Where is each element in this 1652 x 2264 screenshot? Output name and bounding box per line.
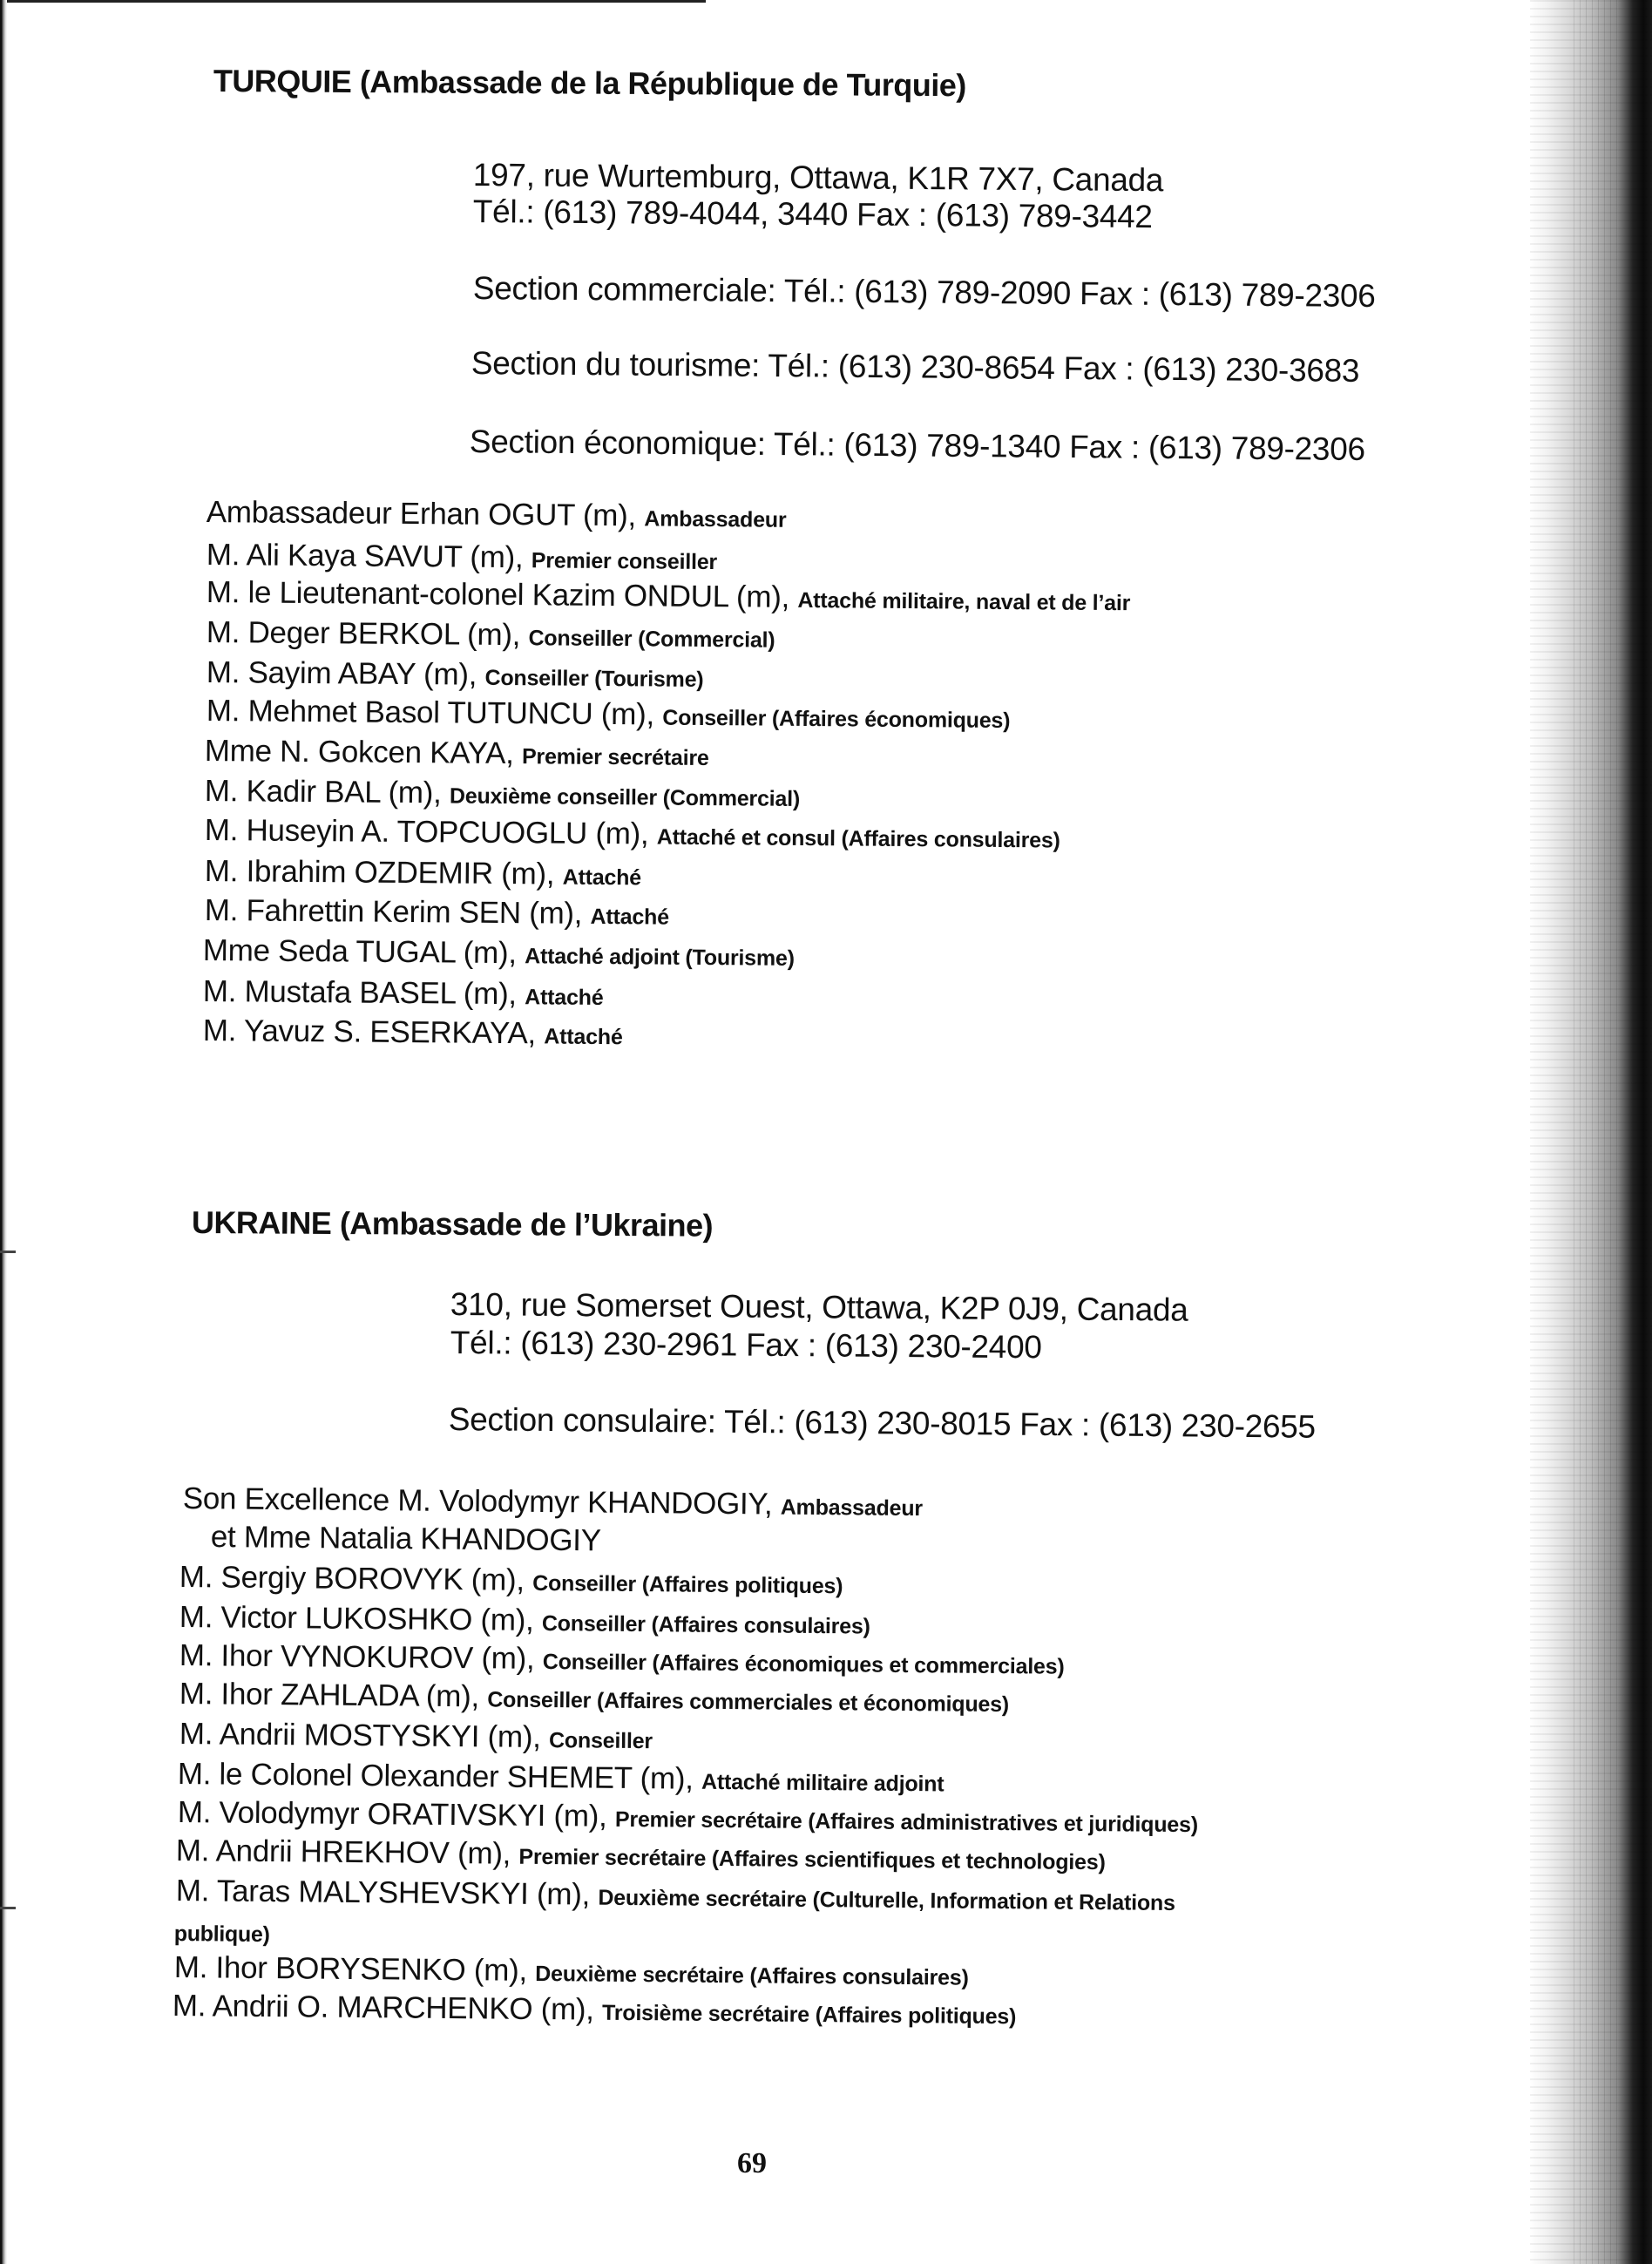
ukraine-staff-entry bbox=[176, 1835, 1106, 1874]
staff-role: Attaché bbox=[544, 1024, 623, 1050]
staff-name: M. Ihor BORYSENKO (m), bbox=[173, 1950, 528, 1988]
turquie-staff-entry bbox=[206, 617, 775, 653]
staff-role: Attaché militaire, naval et de l’air bbox=[797, 587, 1131, 616]
staff-name: M. Ihor VYNOKUROV (m), bbox=[179, 1638, 535, 1676]
staff-role: Attaché bbox=[562, 864, 642, 891]
staff-role: Premier secrétaire bbox=[521, 744, 709, 771]
staff-name: M. Taras MALYSHEVSKYI (m), bbox=[175, 1874, 591, 1912]
ukraine-staff-entry bbox=[173, 1990, 1017, 2029]
staff-role: Ambassadeur bbox=[644, 506, 787, 532]
turquie-staff-entry bbox=[203, 976, 604, 1010]
ukraine-staff-entry bbox=[179, 1602, 870, 1639]
turquie-tel: Tél.: (613) 789-4044, 3440 Fax : (613) 789-3442 bbox=[472, 193, 1153, 235]
staff-role: Attaché bbox=[590, 904, 670, 930]
turquie-section-economique: Section économique: Tél.: (613) 789-1340 Fax : (613) 789-2306 bbox=[469, 424, 1365, 467]
ukraine-staff-entry bbox=[178, 1797, 1198, 1837]
staff-role: Deuxième conseiller (Commercial) bbox=[449, 783, 801, 811]
staff-name: M. Andrii O. MARCHENKO (m), bbox=[172, 1989, 594, 2027]
staff-name: M. Yavuz S. ESERKAYA, bbox=[202, 1013, 537, 1051]
staff-name: M. Sayim ABAY (m), bbox=[206, 655, 477, 692]
staff-role: Attaché militaire adjoint bbox=[701, 1769, 944, 1797]
staff-name: M. Mustafa BASEL (m), bbox=[202, 974, 518, 1012]
scan-top-rule bbox=[0, 0, 706, 3]
scan-left-tick bbox=[0, 1907, 16, 1909]
ukraine-staff-entry bbox=[178, 1759, 944, 1796]
staff-name: M. Andrii HREKHOV (m), bbox=[175, 1834, 511, 1871]
staff-name: Mme N. Gokcen KAYA, bbox=[204, 734, 514, 771]
staff-role: Premier conseiller bbox=[531, 548, 718, 575]
staff-name: Mme Seda TUGAL (m), bbox=[202, 933, 517, 971]
ukraine-staff-entry bbox=[179, 1678, 1010, 1717]
turquie-staff-entry bbox=[205, 815, 1060, 853]
ukraine-staff-entry bbox=[183, 1483, 923, 1521]
staff-role: publique) bbox=[173, 1921, 270, 1948]
staff-role: Deuxième secrétaire (Affaires consulaires) bbox=[535, 1961, 969, 1990]
staff-role: Deuxième secrétaire (Culturelle, Information et Relations bbox=[598, 1885, 1175, 1916]
staff-role: Premier secrétaire (Affaires scientifiques et technologies) bbox=[518, 1844, 1106, 1875]
staff-name: M. le Lieutenant-colonel Kazim ONDUL (m), bbox=[206, 575, 790, 614]
scan-left-tick bbox=[0, 1251, 16, 1253]
ukraine-tel: Tél.: (613) 230-2961 Fax : (613) 230-2400 bbox=[450, 1325, 1042, 1366]
staff-name: M. Huseyin A. TOPCUOGLU (m), bbox=[204, 813, 649, 851]
ukraine-section-consulaire: Section consulaire: Tél.: (613) 230-8015 Fax : (613) 230-2655 bbox=[448, 1401, 1316, 1445]
ukraine-staff-entry bbox=[179, 1562, 843, 1598]
ukraine-staff-entry bbox=[211, 1522, 601, 1556]
turquie-staff-entry bbox=[205, 895, 669, 930]
staff-name: M. Victor LUKOSHKO (m), bbox=[179, 1600, 534, 1637]
staff-role: Conseiller (Affaires économiques) bbox=[662, 705, 1011, 734]
staff-role: Conseiller (Affaires politiques) bbox=[532, 1570, 843, 1599]
staff-role: Conseiller (Affaires commerciales et économiques) bbox=[487, 1687, 1010, 1718]
scan-left-edge bbox=[0, 0, 7, 2264]
ukraine-staff-entry-continued bbox=[174, 1915, 270, 1947]
staff-name: et Mme Natalia KHANDOGIY bbox=[210, 1520, 601, 1558]
turquie-section-tourisme: Section du tourisme: Tél.: (613) 230-8654 Fax : (613) 230-3683 bbox=[471, 345, 1360, 389]
staff-name: Ambassadeur Erhan OGUT (m), bbox=[206, 495, 637, 533]
staff-name: M. Ali Kaya SAVUT (m), bbox=[206, 538, 524, 575]
staff-role: Attaché bbox=[525, 985, 604, 1011]
staff-role: Conseiller (Tourisme) bbox=[484, 665, 704, 692]
staff-role: Attaché adjoint (Tourisme) bbox=[525, 944, 795, 971]
turquie-staff-entry bbox=[205, 735, 709, 770]
ukraine-heading: UKRAINE (Ambassade de l’Ukraine) bbox=[191, 1204, 714, 1244]
staff-name: M. Volodymyr ORATIVSKYI (m), bbox=[177, 1795, 607, 1834]
ukraine-staff-entry bbox=[179, 1718, 653, 1753]
turquie-staff-entry bbox=[206, 657, 704, 692]
turquie-section-commerciale: Section commerciale: Tél.: (613) 789-2090 Fax : (613) 789-2306 bbox=[472, 270, 1376, 315]
staff-name: M. Deger BERKOL (m), bbox=[206, 615, 521, 653]
turquie-address: 197, rue Wurtemburg, Ottawa, K1R 7X7, Canada bbox=[472, 157, 1164, 199]
ukraine-staff-entry bbox=[179, 1640, 1065, 1679]
staff-role: Conseiller (Affaires consulaires) bbox=[541, 1610, 870, 1639]
staff-role: Conseiller bbox=[548, 1728, 653, 1754]
staff-name: M. Mehmet Basol TUTUNCU (m), bbox=[206, 694, 655, 732]
turquie-staff-entry bbox=[205, 776, 801, 811]
turquie-staff-entry bbox=[206, 695, 1011, 733]
staff-name: M. Ibrahim OZDEMIR (m), bbox=[204, 854, 555, 891]
turquie-staff-entry bbox=[206, 539, 717, 574]
staff-name: Son Excellence M. Volodymyr KHANDOGIY, bbox=[182, 1481, 773, 1522]
page-number: 69 bbox=[737, 2147, 767, 2179]
ukraine-address: 310, rue Somerset Ouest, Ottawa, K2P 0J9, Canada bbox=[450, 1286, 1188, 1328]
staff-role: Troisième secrétaire (Affaires politiques) bbox=[601, 2000, 1017, 2030]
scan-right-edge-texture bbox=[1574, 0, 1617, 2264]
staff-name: M. Sergiy BOROVYK (m), bbox=[179, 1560, 525, 1597]
staff-role: Conseiller (Affaires économiques et commerciales) bbox=[542, 1650, 1065, 1679]
staff-role: Conseiller (Commercial) bbox=[528, 626, 775, 653]
staff-role: Ambassadeur bbox=[780, 1495, 924, 1522]
staff-name: M. Kadir BAL (m), bbox=[204, 774, 442, 810]
staff-role: Premier secrétaire (Affaires administratives et juridiques) bbox=[614, 1806, 1199, 1838]
turquie-staff-entry bbox=[205, 856, 641, 890]
turquie-staff-entry bbox=[203, 1015, 623, 1049]
staff-name: M. Fahrettin Kerim SEN (m), bbox=[204, 893, 583, 931]
staff-name: M. Andrii MOSTYSKYI (m), bbox=[179, 1717, 541, 1754]
staff-name: M. le Colonel Olexander SHEMET (m), bbox=[177, 1757, 694, 1796]
staff-role: Attaché et consul (Affaires consulaires) bbox=[656, 824, 1060, 853]
ukraine-staff-entry bbox=[176, 1875, 1175, 1915]
turquie-staff-entry bbox=[206, 497, 787, 532]
ukraine-staff-entry bbox=[174, 1952, 969, 1990]
turquie-staff-entry bbox=[206, 577, 1131, 615]
staff-name: M. Ihor ZAHLADA (m), bbox=[179, 1677, 480, 1714]
turquie-staff-entry bbox=[203, 935, 795, 971]
turquie-heading: TURQUIE (Ambassade de la République de Turquie) bbox=[213, 63, 966, 104]
